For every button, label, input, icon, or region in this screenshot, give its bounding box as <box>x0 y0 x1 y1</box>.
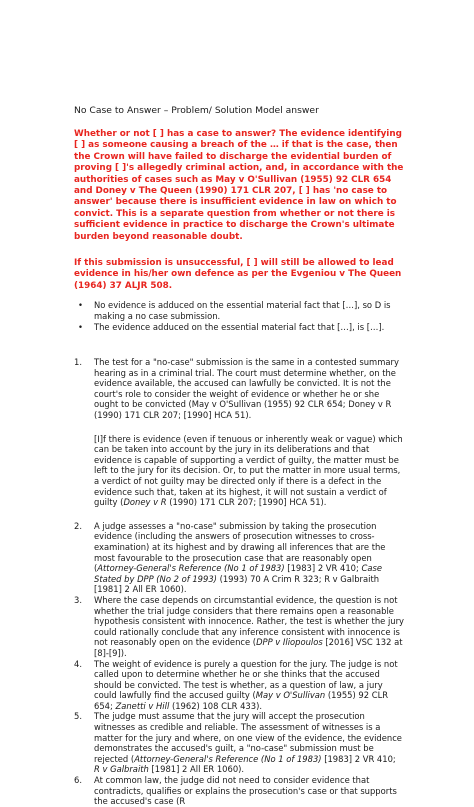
numbered-item-6: 6. At common law, the judge did not need to consider evidence that contradicts, qualifies or explains the prosecution's case or that supports the accused's case (R <box>74 775 397 807</box>
bullet-list <box>74 300 404 333</box>
bullet-dot-icon: • <box>78 300 83 311</box>
numbered-item-5: 5. The judge must assume that the jury will accept the prosecution witnesses as credible and reliable. The assessment of witnesses is a matter for the jury and where, on one view of the evidence, the evidence demonstrates the accused's guilt, a "no-case" submission must be rejected (Attorney-General's Reference (No 1 of 1983) [1983] 2 VR 410; R v Galbraith [1981] 2 All ER 1060). <box>74 711 402 775</box>
numbered-item-4: 4. The weight of evidence is purely a question for the jury. The judge is not called upon to determine whether he or she thinks that the accused should be convicted. The test is whether, as a question of law, a jury could lawfully find the accused guilty (May v O'Sullivan (1955) 92 CLR 654; Zanetti v Hill (1962) 108 CLR 433). <box>74 658 398 711</box>
bullet-item: • The evidence adduced on the essential material fact that […], is […]. <box>78 322 385 333</box>
numbered-item-3: 3. Where the case depends on circumstantial evidence, the question is not whether the trial judge considers that there remains open a reasonable hypothesis consistent with innocence. Rather, the test is whether the jury could rationally conclude that any inference consistent with innocence is not reasonably open on the evidence (DPP v Iliopoulos [2016] VSC 132 at [8]-[9]). <box>74 594 404 658</box>
red-paragraph-1: Whether or not [ ] has a case to answer? The evidence identifying [ ] as someone causing a breach of the … if that is the case, then the Crown will have failed to discharge the evidential burden of proving [ ]'s allegedly criminal action, and, in accordance with the authorities of cases such as May v O'Sullivan (1955) 92 CLR 654 and Doney v The Queen (1990) 171 CLR 207, [ ] has 'no case to answer' because there is insufficient evidence in law on which to convict. This is a separate question from whether or not there is sufficient evidence in practice to discharge the Crown's ultimate burden beyond reasonable doubt. <box>74 129 404 242</box>
doc-title: No Case to Answer – Problem/ Solution Model answer <box>74 105 319 116</box>
bullet-item: • No evidence is adduced on the essential material fact that […], so D is making a no case submission. <box>78 300 391 321</box>
bullet-dot-icon: • <box>78 322 83 333</box>
red-paragraph-2: If this submission is unsuccessful, [ ] will still be allowed to lead evidence in his/her own defence as per the Evgeniou v The Queen (1964) 37 ALJR 508. <box>74 258 402 291</box>
numbered-item-1: 1. The test for a "no-case" submission is the same in a contested summary hearing as in a criminal trial. The court must determine whether, on the evidence available, the accused can lawfully be convicted. It is not the court's role to consider the weight of evidence or whether he or she ought to be convicted (May v O'Sullivan (1955) 92 CLR 654; Doney v R (1990) 171 CLR 207; [1990] HCA 51). <box>74 357 399 421</box>
numbered-item-2: 2. A judge assesses a "no-case" submission by taking the prosecution evidence (including the answers of prosecution witnesses to cross-examination) at its highest and by drawing all inferences that are the most favourable to the prosecution case that are reasonably open (Attorney-General's Reference (No 1 of 1983) [1983] 2 VR 410; Case Stated by DPP (No 2 of 1993) (1993) 70 A Crim R 323; R v Galbraith [1981] 2 All ER 1060). <box>74 520 386 595</box>
numbered-list <box>74 357 404 807</box>
quoted-passage: [I]f there is evidence (even if tenuous or inherently weak or vague) which can be taken into account by the jury in its deliberations and that evidence is capable of supporting a verdict of guilty, the matter must be left to the jury for its decision. Or, to put the matter in more usual terms, a verdict of not guilty may be directed only if there is a defect in the evidence such that, taken at its highest, it will not sustain a verdict of guilty (Doney v R (1990) 171 CLR 207; [1990] HCA 51). <box>94 433 403 508</box>
